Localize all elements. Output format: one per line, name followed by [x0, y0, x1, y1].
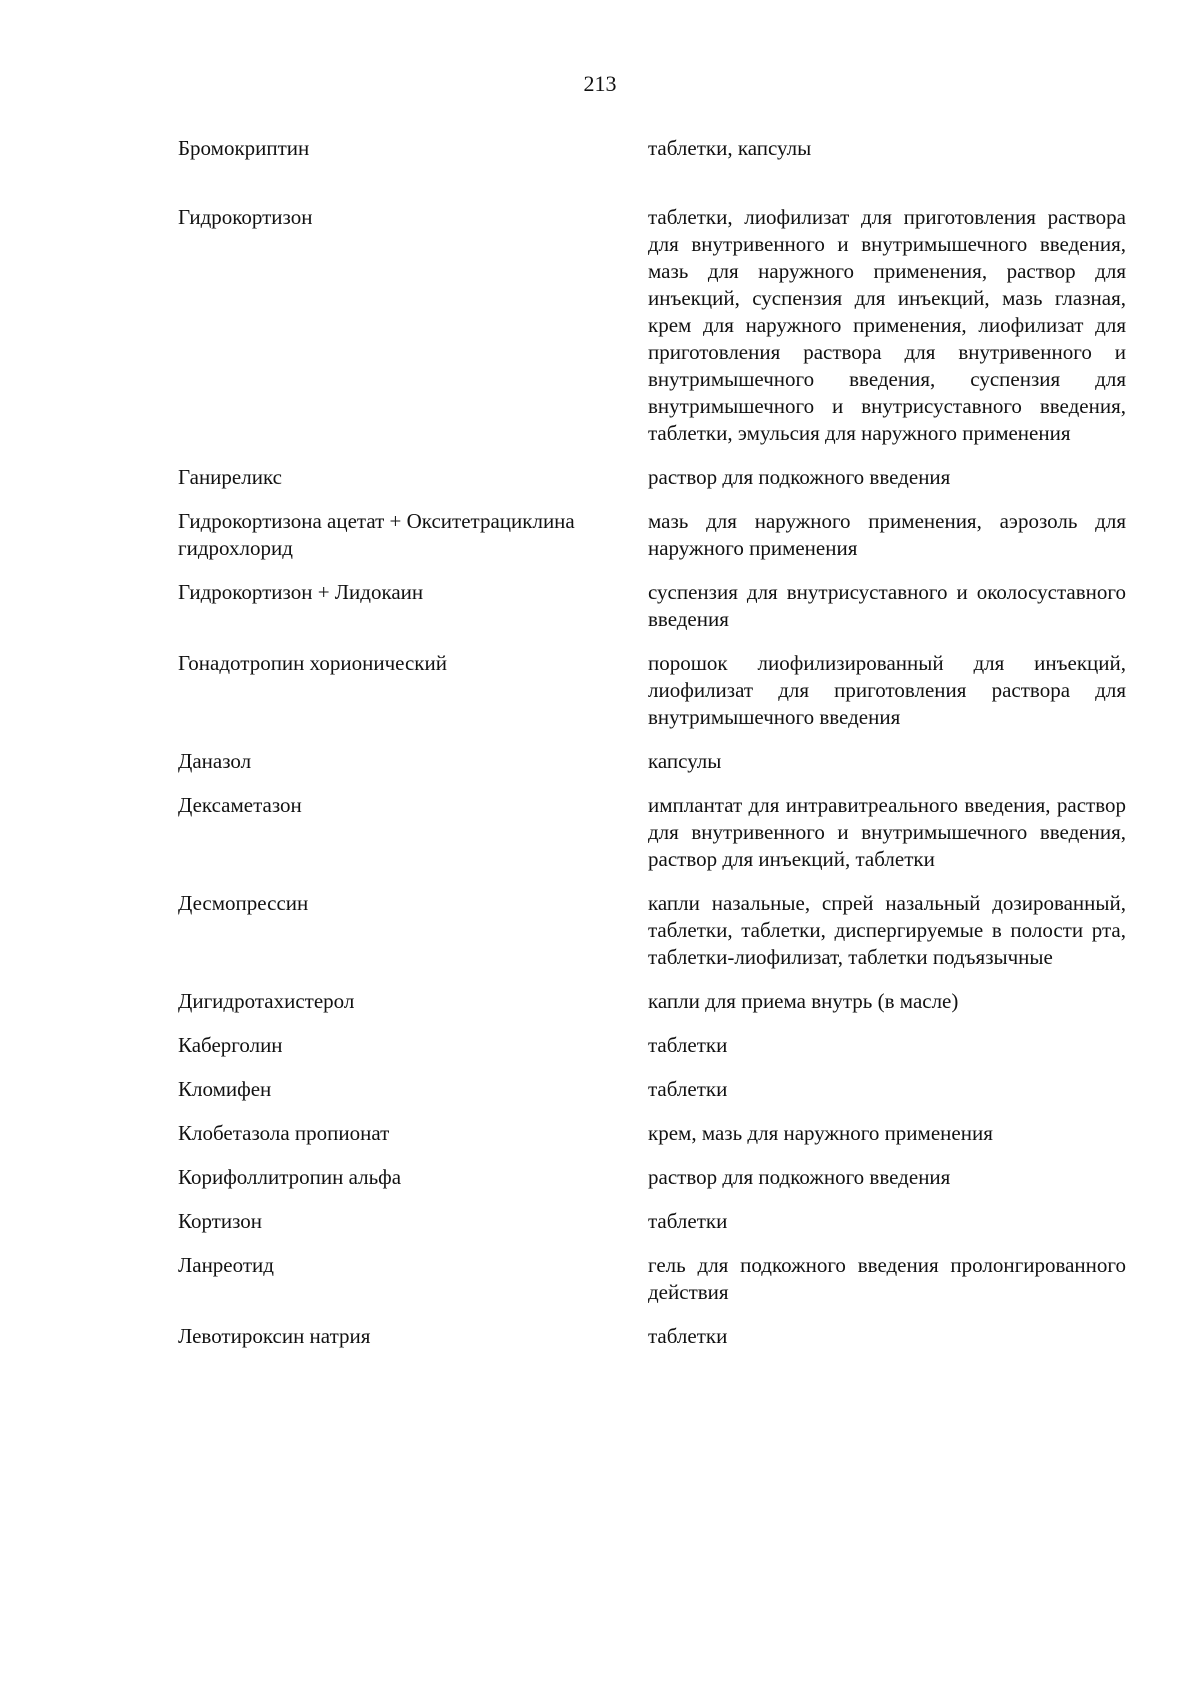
drug-entry	[178, 579, 1126, 633]
drug-name: Гидрокортизон	[178, 205, 313, 229]
drug-list	[178, 135, 1126, 1350]
drug-name: Кломифен	[178, 1077, 272, 1101]
dosage-forms: таблетки	[648, 1077, 728, 1101]
drug-entry	[178, 890, 1126, 971]
drug-name: Гонадотропин хорионический	[178, 651, 447, 675]
dosage-forms: таблетки	[648, 1033, 728, 1057]
dosage-forms: гель для подкожного введения пролонгированного действия	[648, 1253, 1126, 1304]
dosage-forms: таблетки	[648, 1209, 728, 1233]
drug-name: Бромокриптин	[178, 136, 310, 160]
drug-entry	[178, 1076, 1126, 1103]
drug-name: Десмопрессин	[178, 891, 309, 915]
page-number: 213	[583, 71, 617, 96]
dosage-forms: суспензия для внутрисуставного и околосуставного введения	[648, 580, 1126, 631]
drug-entry	[178, 204, 1126, 447]
drug-entry	[178, 748, 1126, 775]
drug-name: Кортизон	[178, 1209, 263, 1233]
dosage-forms: таблетки, капсулы	[648, 136, 812, 160]
drug-entry	[178, 650, 1126, 731]
drug-name: Левотироксин натрия	[178, 1324, 371, 1348]
dosage-forms: раствор для подкожного введения	[648, 1165, 951, 1189]
drug-entry	[178, 1323, 1126, 1350]
drug-name: Дигидротахистерол	[178, 989, 355, 1013]
drug-entry	[178, 1208, 1126, 1235]
dosage-forms: крем, мазь для наружного применения	[648, 1121, 993, 1145]
dosage-forms: раствор для подкожного введения	[648, 465, 951, 489]
drug-name: Ланреотид	[178, 1253, 274, 1277]
drug-entry	[178, 508, 1126, 562]
drug-entry	[178, 1120, 1126, 1147]
drug-name: Гидрокортизон + Лидокаин	[178, 580, 424, 604]
dosage-forms: порошок лиофилизированный для инъекций, лиофилизат для приготовления раствора для внутримышечного введения	[648, 651, 1126, 729]
drug-name: Каберголин	[178, 1033, 283, 1057]
dosage-forms: таблетки, лиофилизат для приготовления раствора для внутривенного и внутримышечного введения, мазь для наружного применения, раствор для инъекций, суспензия для инъекций, мазь глазная, крем для наружного применения, лиофилизат для приготовления раствора для внутривенного и внутримышечного введения, суспензия для внутримышечного и внутрисуставного введения, таблетки, эмульсия для наружного применения	[648, 205, 1126, 445]
drug-entry	[178, 1252, 1126, 1306]
drug-entry	[178, 135, 1126, 162]
drug-entry	[178, 988, 1126, 1015]
dosage-forms: капсулы	[648, 749, 722, 773]
drug-name: Корифоллитропин альфа	[178, 1165, 402, 1189]
dosage-forms: капли назальные, спрей назальный дозированный, таблетки, таблетки, диспергируемые в полости рта, таблетки-лиофилизат, таблетки подъязычные	[648, 891, 1126, 969]
drug-entry	[178, 464, 1126, 491]
dosage-forms: мазь для наружного применения, аэрозоль для наружного применения	[648, 509, 1126, 560]
drug-name: Клобетазола пропионат	[178, 1121, 390, 1145]
drug-entry	[178, 792, 1126, 873]
dosage-forms: капли для приема внутрь (в масле)	[648, 989, 959, 1013]
dosage-forms: имплантат для интравитреального введения, раствор для внутривенного и внутримышечного введения, раствор для инъекций, таблетки	[648, 793, 1126, 871]
drug-name: Гидрокортизона ацетат + Окситетрациклина гидрохлорид	[178, 509, 575, 560]
drug-entry	[178, 1032, 1126, 1059]
drug-entry	[178, 1164, 1126, 1191]
drug-name: Даназол	[178, 749, 252, 773]
drug-name: Ганиреликс	[178, 465, 282, 489]
dosage-forms: таблетки	[648, 1324, 728, 1348]
drug-name: Дексаметазон	[178, 793, 302, 817]
